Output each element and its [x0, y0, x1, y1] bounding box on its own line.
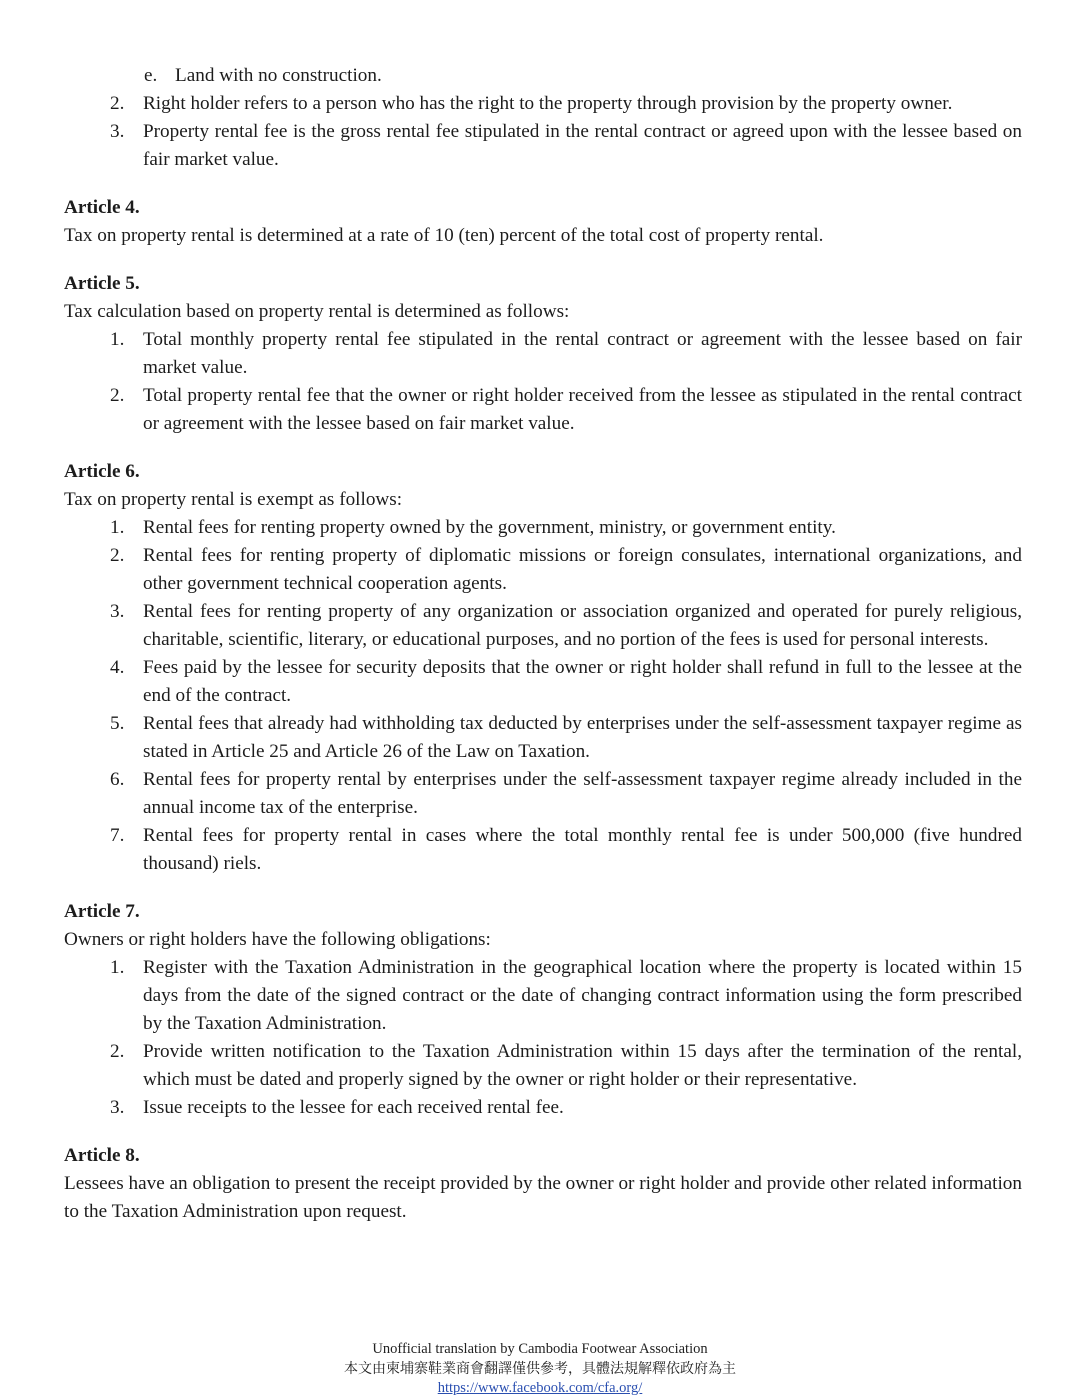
list-item: [64, 382, 1022, 438]
item-number: 1.: [110, 329, 125, 350]
article-heading: Article 4.: [64, 197, 140, 218]
list-item: [64, 654, 1022, 710]
item-number: 3.: [110, 1097, 125, 1118]
item-text: Fees paid by the lessee for security deposits that the owner or right holder shall refund in full to the lessee at the end of the contract.: [143, 657, 1022, 706]
item-number: 1.: [110, 517, 125, 538]
list-item: [64, 514, 1022, 542]
item-text: Rental fees for renting property owned by the government, ministry, or government entity.: [143, 517, 836, 538]
item-number: 5.: [110, 713, 125, 734]
item-text: Rental fees for property rental by enterprises under the self-assessment taxpayer regime already included in the annual income tax of the enterprise.: [143, 769, 1022, 818]
item-text: Right holder refers to a person who has the right to the property through provision by the property owner.: [143, 93, 953, 114]
list-item: [64, 598, 1022, 654]
article-body: Tax on property rental is determined at a rate of 10 (ten) percent of the total cost of property rental.: [64, 225, 824, 246]
page-footer: [0, 1340, 1080, 1399]
article-body: Tax on property rental is exempt as follows:: [64, 489, 403, 510]
article-4: [64, 194, 1022, 250]
footer-facebook-link[interactable]: https://www.facebook.com/cfa.org/: [437, 1380, 643, 1396]
article-7: [64, 898, 1022, 1122]
article-heading: Article 5.: [64, 273, 140, 294]
article-body: Owners or right holders have the following obligations:: [64, 929, 491, 950]
item-number: 1.: [110, 957, 125, 978]
sub-item-marker: e.: [144, 65, 158, 86]
article-body: Lessees have an obligation to present the receipt provided by the owner or right holder and provide other related information to the Taxation Administration upon request.: [64, 1173, 1022, 1222]
article-heading: Article 8.: [64, 1145, 140, 1166]
item-number: 7.: [110, 825, 125, 846]
item-text: Rental fees that already had withholding tax deducted by enterprises under the self-assessment taxpayer regime as stated in Article 25 and Article 26 of the Law on Taxation.: [143, 713, 1022, 762]
intro-sub-item-e: [64, 62, 1022, 90]
list-item: [64, 954, 1022, 1038]
item-text: Total property rental fee that the owner or right holder received from the lessee as stipulated in the rental contract or agreement with the lessee based on fair market value.: [143, 385, 1022, 434]
item-text: Issue receipts to the lessee for each received rental fee.: [143, 1097, 564, 1118]
sub-item-text: Land with no construction.: [175, 65, 382, 86]
intro-item-3: [64, 118, 1022, 174]
article-5: [64, 270, 1022, 438]
list-item: [64, 822, 1022, 878]
item-number: 4.: [110, 657, 125, 678]
article-body: Tax calculation based on property rental is determined as follows:: [64, 301, 570, 322]
list-item: [64, 766, 1022, 822]
list-item: [64, 542, 1022, 598]
intro-item-2: [64, 90, 1022, 118]
article-8: [64, 1142, 1022, 1226]
document-page: [64, 62, 1022, 1226]
item-text: Total monthly property rental fee stipulated in the rental contract or agreement with the lessee based on fair market value.: [143, 329, 1022, 378]
item-number: 2.: [110, 1041, 125, 1062]
article-6: [64, 458, 1022, 878]
article-heading: Article 7.: [64, 901, 140, 922]
list-item: [64, 710, 1022, 766]
item-number: 3.: [110, 121, 125, 142]
list-item: [64, 1094, 1022, 1122]
item-text: Register with the Taxation Administration in the geographical location where the property is located within 15 days from the date of the signed contract or the date of changing contract information using the form prescribed by the Taxation Administration.: [143, 957, 1022, 1034]
item-text: Rental fees for renting property of any organization or association organized and operated for purely religious, charitable, scientific, literary, or educational purposes, and no portion of the fees is used for personal interests.: [143, 601, 1022, 650]
list-item: [64, 326, 1022, 382]
item-text: Property rental fee is the gross rental fee stipulated in the rental contract or agreed upon with the lessee based on fair market value.: [143, 121, 1022, 170]
item-number: 2.: [110, 385, 125, 406]
item-text: Rental fees for property rental in cases where the total monthly rental fee is under 500,000 (five hundred thousand) riels.: [143, 825, 1022, 874]
item-text: Rental fees for renting property of diplomatic missions or foreign consulates, international organizations, and other government technical cooperation agents.: [143, 545, 1022, 594]
item-number: 6.: [110, 769, 125, 790]
item-number: 2.: [110, 545, 125, 566]
article-heading: Article 6.: [64, 461, 140, 482]
item-text: Provide written notification to the Taxation Administration within 15 days after the termination of the rental, which must be dated and properly signed by the owner or right holder or their representative.: [143, 1041, 1022, 1090]
list-item: [64, 1038, 1022, 1094]
item-number: 2.: [110, 93, 125, 114]
footer-chinese-note: 本文由柬埔寨鞋業商會翻譯僅供參考，具體法規解釋依政府為主: [344, 1360, 736, 1377]
footer-translation-note: Unofficial translation by Cambodia Footwear Association: [372, 1341, 708, 1357]
item-number: 3.: [110, 601, 125, 622]
